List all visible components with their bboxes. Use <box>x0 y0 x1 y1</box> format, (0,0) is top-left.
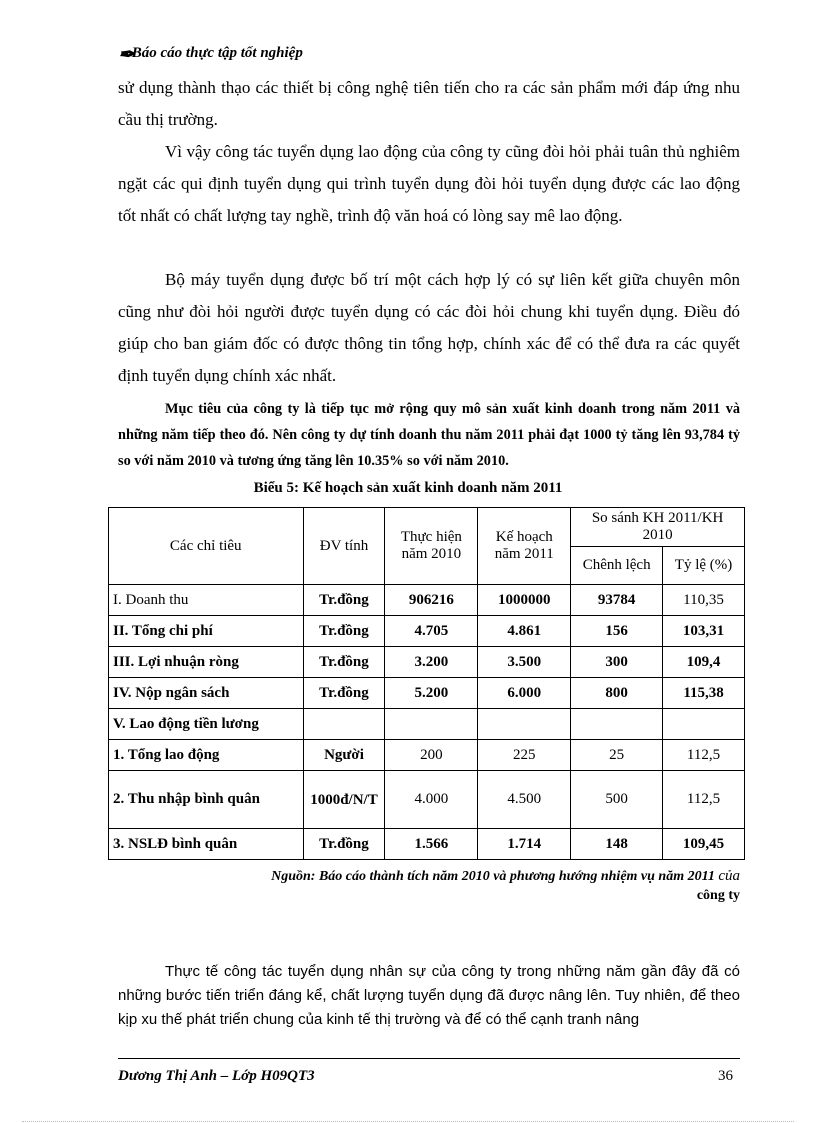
header-ratio: Tỷ lệ (%) <box>663 547 745 585</box>
cell-ratio: 109,45 <box>663 829 745 860</box>
header-unit: ĐV tính <box>303 508 385 585</box>
cell-plan: 4.861 <box>478 616 571 647</box>
header-actual: Thực hiện năm 2010 <box>385 508 478 585</box>
cell-unit: 1000đ/N/T <box>303 771 385 829</box>
table-row <box>109 740 745 771</box>
cell-ratio: 115,38 <box>663 678 745 709</box>
cell-unit: Tr.đồng <box>303 678 385 709</box>
cell-actual: 5.200 <box>385 678 478 709</box>
cell-actual: 200 <box>385 740 478 771</box>
table-header-row <box>109 508 745 547</box>
table-row <box>109 829 745 860</box>
cell-diff: 93784 <box>571 585 663 616</box>
table-caption: Biểu 5: Kế hoạch sản xuất kinh doanh năm 2011 <box>253 480 563 496</box>
cell-diff: 156 <box>571 616 663 647</box>
header-plan: Kế hoạch năm 2011 <box>478 508 571 585</box>
table-source <box>140 867 740 905</box>
cell-indicator: I. Doanh thu <box>109 585 304 616</box>
cell-indicator: 2. Thu nhập bình quân <box>109 771 304 829</box>
cell-diff: 500 <box>571 771 663 829</box>
page-bottom-border <box>22 1121 794 1122</box>
paragraph-1: sử dụng thành thạo các thiết bị công nghệ tiên tiến cho ra các sản phẩm mới đáp ứng nhu cầu thị trường. <box>118 78 740 129</box>
cell-ratio: 112,5 <box>663 771 745 829</box>
footer-divider <box>118 1058 740 1059</box>
cell-indicator: V. Lao động tiền lương <box>109 709 304 740</box>
cell-actual: 3.200 <box>385 647 478 678</box>
paragraph-goal: Mục tiêu của công ty là tiếp tục mở rộng quy mô sản xuất kinh doanh trong năm 2011 và những năm tiếp theo đó. Nên công ty dự tính doanh thu năm 2011 phải đạt 1000 tỷ tăng lên 93,784 tỷ so với năm 2010 và tương ứng tăng lên 10.35% so với năm 2010. <box>118 401 740 469</box>
cell-plan: 4.500 <box>478 771 571 829</box>
cell-indicator: 1. Tổng lao động <box>109 740 304 771</box>
cell-unit: Người <box>303 740 385 771</box>
cell-actual: 4.000 <box>385 771 478 829</box>
cell-unit: Tr.đồng <box>303 616 385 647</box>
table-row <box>109 771 745 829</box>
cell-unit <box>303 709 385 740</box>
cell-plan: 3.500 <box>478 647 571 678</box>
cell-unit: Tr.đồng <box>303 647 385 678</box>
cell-plan: 1.714 <box>478 829 571 860</box>
table-row <box>109 616 745 647</box>
header-title: Báo cáo thực tập tốt nghiệp <box>131 45 303 61</box>
source-main: Nguồn: Báo cáo thành tích năm 2010 và phương hướng nhiệm vụ năm 2011 <box>271 869 715 884</box>
header-indicator: Các chỉ tiêu <box>109 508 304 585</box>
cell-ratio: 110,35 <box>663 585 745 616</box>
table-row <box>109 709 745 740</box>
source-last: công ty <box>696 888 740 903</box>
cell-actual: 1.566 <box>385 829 478 860</box>
header-decoration-icon: ✒ <box>118 44 135 66</box>
cell-diff: 25 <box>571 740 663 771</box>
cell-diff: 148 <box>571 829 663 860</box>
cell-indicator: 3. NSLĐ bình quân <box>109 829 304 860</box>
cell-plan: 1000000 <box>478 585 571 616</box>
cell-actual: 906216 <box>385 585 478 616</box>
header-diff: Chênh lệch <box>571 547 663 585</box>
table-row <box>109 585 745 616</box>
cell-plan: 225 <box>478 740 571 771</box>
cell-actual: 4.705 <box>385 616 478 647</box>
cell-diff: 800 <box>571 678 663 709</box>
paragraph-3: Bộ máy tuyển dụng được bố trí một cách hợp lý có sự liên kết giữa chuyên môn cũng như đòi hỏi người được tuyển dụng có các đòi hỏi chung khi tuyển dụng. Điều đó giúp cho ban giám đốc có được thông tin tổng hợp, chính xác để có thể đưa ra các quyết định tuyển dụng chính xác nhất. <box>118 270 740 385</box>
source-tail: của <box>718 868 740 884</box>
cell-diff <box>571 709 663 740</box>
paragraph-5: Thực tế công tác tuyển dụng nhân sự của công ty trong những năm gần đây đã có những bước tiến triển đáng kể, chất lượng tuyển dụng đã được nâng lên. Tuy nhiên, để theo kịp xu thế phát triển chung của kinh tế thị trường và để có thể cạnh tranh nâng <box>118 963 740 1028</box>
cell-ratio: 112,5 <box>663 740 745 771</box>
cell-actual <box>385 709 478 740</box>
cell-ratio <box>663 709 745 740</box>
cell-unit: Tr.đồng <box>303 829 385 860</box>
page-header <box>118 38 303 66</box>
cell-unit: Tr.đồng <box>303 585 385 616</box>
footer-author: Dương Thị Anh – Lớp H09QT3 <box>118 1068 315 1084</box>
cell-plan <box>478 709 571 740</box>
cell-indicator: IV. Nộp ngân sách <box>109 678 304 709</box>
cell-plan: 6.000 <box>478 678 571 709</box>
cell-diff: 300 <box>571 647 663 678</box>
cell-ratio: 109,4 <box>663 647 745 678</box>
business-plan-table <box>108 507 745 860</box>
paragraph-2: Vì vậy công tác tuyển dụng lao động của công ty cũng đòi hỏi phải tuân thủ nghiêm ngặt các qui định tuyển dụng qui trình tuyển dụng đòi hỏi tuyển dụng được các lao động tốt nhất có chất lượng tay nghề, trình độ văn hoá có lòng say mê lao động. <box>118 142 740 225</box>
table-row <box>109 647 745 678</box>
page-number: 36 <box>718 1068 733 1084</box>
table-row <box>109 678 745 709</box>
cell-indicator: II. Tổng chi phí <box>109 616 304 647</box>
cell-indicator: III. Lợi nhuận ròng <box>109 647 304 678</box>
cell-ratio: 103,31 <box>663 616 745 647</box>
header-compare: So sánh KH 2011/KH 2010 <box>571 508 745 547</box>
